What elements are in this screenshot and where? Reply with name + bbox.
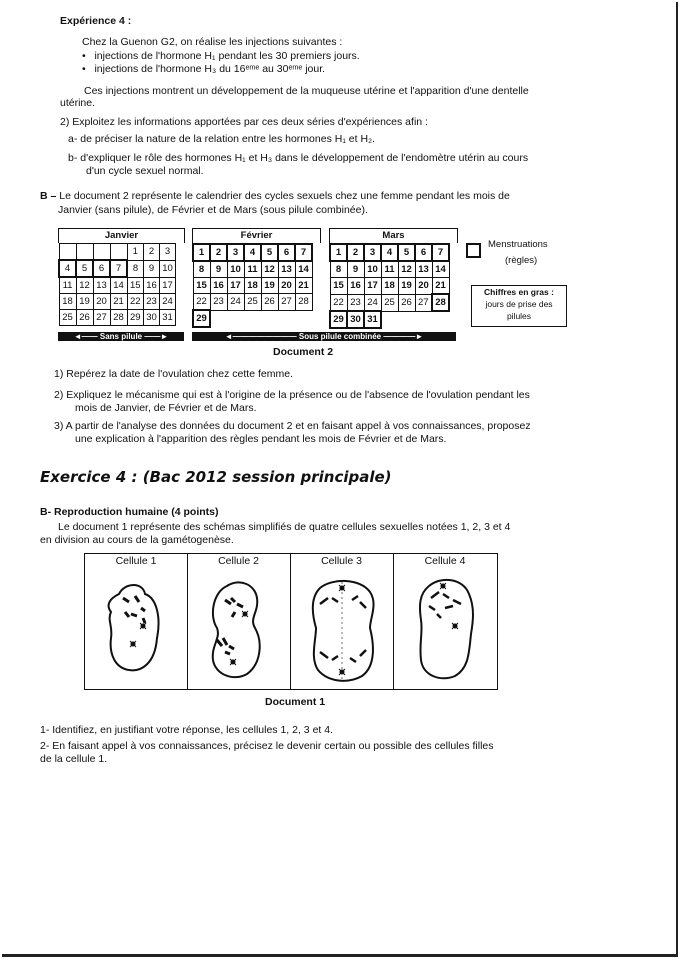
calendar-day: 17: [227, 278, 244, 294]
calendar-day: 3: [364, 244, 381, 261]
calendar-day: 16: [144, 277, 160, 294]
calendar-day: 30: [144, 310, 160, 326]
cell-2: [187, 554, 291, 689]
calendar-day: 6: [415, 244, 432, 261]
calendar-day: 8: [330, 261, 347, 278]
calendar-day: 28: [110, 310, 127, 326]
calendar-fevrier: [192, 243, 313, 328]
calendar-day: 26: [261, 294, 278, 311]
calendar-day: 13: [415, 261, 432, 278]
calendar-day: 19: [76, 294, 93, 310]
cell-3-label: Cellule 3: [321, 555, 362, 567]
calendar-janvier-week: [59, 244, 176, 261]
calendar-day: 19: [398, 278, 415, 295]
cell-4: [393, 554, 497, 689]
calendar-day: 19: [261, 278, 278, 294]
calendar-day: 13: [93, 277, 110, 294]
calendar-day: 12: [76, 277, 93, 294]
legend-bold-line1: Chiffres en gras :: [484, 287, 554, 297]
calendar-day: 7: [110, 260, 127, 277]
exercise4-intro-line1: Le document 1 représente des schémas simplifiés de quatre cellules sexuelles notées 1, 2, 3 et 4: [58, 521, 511, 533]
calendar-day: 15: [127, 277, 144, 294]
calendar-day: 5: [261, 244, 278, 261]
questionB-2-line1: 2) Expliquez le mécanisme qui est à l'origine de la présence ou de l'absence de l'ovulation pendant les: [54, 389, 530, 401]
bar-sous-pilule: ◄———————— Sous pilule combinée ————►: [192, 332, 456, 341]
exp4-result-line2: utérine.: [60, 97, 96, 109]
calendar-day: 5: [76, 260, 93, 277]
calendar-day: 9: [210, 261, 227, 278]
questionB-3-line2: une explication à l'apparition des règles pendant les mois de Février et de Mars.: [75, 433, 447, 445]
calendar-day: 6: [93, 260, 110, 277]
calendar-janvier-week: [59, 260, 176, 277]
calendar-day: 10: [227, 261, 244, 278]
cell-1-drawing: [85, 568, 187, 688]
calendar-day: 18: [381, 278, 398, 295]
calendar-mars: [329, 243, 450, 329]
exercise4-subtitle: B- Reproduction humaine (4 points): [40, 506, 219, 518]
calendar-day: 13: [278, 261, 295, 278]
calendar-day: 1: [193, 244, 210, 261]
calendar-day: 14: [110, 277, 127, 294]
calendar-day: 28: [432, 294, 449, 311]
cell-3: [290, 554, 394, 689]
calendar-janvier-week: [59, 294, 176, 310]
legend-menstruations: Menstruations: [488, 239, 548, 250]
calendar-day: 15: [193, 278, 210, 294]
cell-1-label: Cellule 1: [115, 555, 157, 567]
calendar-day: [295, 310, 312, 327]
calendar-day: 20: [278, 278, 295, 294]
calendar-day: 30: [347, 311, 364, 328]
calendar-day: 1: [330, 244, 347, 261]
menstruation-legend-box: [466, 243, 481, 258]
calendar-day: 4: [381, 244, 398, 261]
calendar-day: 27: [93, 310, 110, 326]
exercise4-title: Exercice 4 : (Bac 2012 session principale): [40, 468, 392, 486]
calendar-day: [110, 244, 127, 261]
calendar-day: 11: [59, 277, 76, 294]
month-title-mars: Mars: [329, 228, 458, 243]
calendar-day: 29: [127, 310, 144, 326]
q2-b-line1: b- d'expliquer le rôle des hormones H₁ et H₃ dans le développement de l'endomètre utérin au cours: [68, 152, 529, 164]
calendar-day: 29: [330, 311, 347, 328]
calendar-day: 21: [110, 294, 127, 310]
calendar-day: 3: [227, 244, 244, 261]
calendar-day: 2: [144, 244, 160, 261]
calendar-day: [278, 310, 295, 327]
calendar-day: 18: [59, 294, 76, 310]
calendar-day: 25: [381, 294, 398, 311]
calendar-day: 25: [59, 310, 76, 326]
calendar-day: [210, 310, 227, 327]
calendar-day: 28: [295, 294, 312, 311]
calendar-day: 24: [364, 294, 381, 311]
bar-sans-pilule: ◄—— Sans pilule ——►: [58, 332, 184, 341]
calendar-day: 14: [432, 261, 449, 278]
exp4-result-line1: Ces injections montrent un développement de la muqueuse utérine et l'apparition d'une dentelle: [84, 85, 529, 97]
calendar-day: 2: [210, 244, 227, 261]
calendar-janvier: [58, 243, 176, 326]
exercise4-question-1: 1- Identifiez, en justifiant votre réponse, les cellules 1, 2, 3 et 4.: [40, 724, 333, 736]
calendar-day: 4: [244, 244, 261, 261]
calendar-day: 29: [193, 310, 210, 327]
calendar-day: 25: [244, 294, 261, 311]
legend-bold-line2: jours de prise des: [485, 299, 553, 309]
exp4-bullet2: • injections de l'hormone H₃ du 16ᵉᵐᵉ au 30ᵉᵐᵉ jour.: [82, 63, 326, 75]
calendar-day: 31: [364, 311, 381, 328]
exercise4-question-2-line1: 2- En faisant appel à vos connaissances, précisez le devenir certain ou possible des cellules filles: [40, 740, 494, 752]
calendar-day: 27: [415, 294, 432, 311]
legend-regles: (règles): [505, 255, 538, 266]
calendar-day: [261, 310, 278, 327]
calendar-day: 4: [59, 260, 76, 277]
calendar-day: 2: [347, 244, 364, 261]
calendar-fevrier-week: [193, 261, 312, 278]
calendar-day: 12: [261, 261, 278, 278]
exp4-intro: Chez la Guenon G2, on réalise les injections suivantes :: [82, 36, 343, 48]
calendar-janvier-week: [59, 310, 176, 326]
calendar-mars-week: [330, 261, 449, 278]
calendar-mars-week: [330, 294, 449, 311]
calendar-day: 22: [330, 294, 347, 311]
calendar-day: 7: [295, 244, 312, 261]
calendar-day: 1: [127, 244, 144, 261]
exp4-bullet1: • injections de l'hormone H₁ pendant les 30 premiers jours.: [82, 50, 360, 62]
cell-4-label: Cellule 4: [424, 555, 466, 567]
calendar-day: 11: [244, 261, 261, 278]
calendar-day: [76, 244, 93, 261]
calendar-day: 27: [278, 294, 295, 311]
calendar-day: 12: [398, 261, 415, 278]
q2-b-line2: d'un cycle sexuel normal.: [86, 165, 204, 177]
calendar-day: 3: [160, 244, 176, 261]
calendar-day: 11: [381, 261, 398, 278]
calendar-day: [398, 311, 415, 328]
month-title-fevrier: Février: [192, 228, 321, 243]
questionB-1: 1) Repérez la date de l'ovulation chez cette femme.: [54, 368, 293, 380]
calendar-day: 17: [364, 278, 381, 295]
calendar-day: 9: [347, 261, 364, 278]
q2-a: a- de préciser la nature de la relation entre les hormones H₁ et H₂.: [68, 133, 376, 145]
calendar-mars-week: [330, 278, 449, 295]
calendar-day: [227, 310, 244, 327]
legend-bold-line3: pilules: [506, 311, 532, 321]
calendar-day: 20: [93, 294, 110, 310]
calendar-day: 20: [415, 278, 432, 295]
calendar-day: 17: [160, 277, 176, 294]
cell-2-label: Cellule 2: [218, 555, 259, 567]
exp4-title: Expérience 4 :: [60, 15, 132, 27]
cell-3-drawing: [290, 568, 393, 688]
calendar-day: [244, 310, 261, 327]
calendar-day: [381, 311, 398, 328]
calendar-day: 24: [227, 294, 244, 311]
calendar-fevrier-week: [193, 278, 312, 294]
calendar-day: [59, 244, 76, 261]
calendar-day: 24: [160, 294, 176, 310]
document1-cells: [84, 553, 498, 690]
calendar-day: 23: [210, 294, 227, 311]
exercise4-question-2-line2: de la cellule 1.: [40, 753, 108, 765]
month-title-janvier: Janvier: [58, 228, 185, 243]
partB-line2: Janvier (sans pilule), de Février et de Mars (sous pilule combinée).: [58, 204, 368, 216]
calendar-day: 22: [127, 294, 144, 310]
calendar-day: 5: [398, 244, 415, 261]
calendar-day: 21: [295, 278, 312, 294]
calendar-mars-week: [330, 244, 449, 261]
calendar-day: [93, 244, 110, 261]
calendar-mars-week: [330, 311, 449, 328]
calendar-fevrier-week: [193, 244, 312, 261]
document2-caption: Document 2: [273, 346, 334, 358]
calendar-day: 31: [160, 310, 176, 326]
calendar-day: 10: [364, 261, 381, 278]
calendar-day: 22: [193, 294, 210, 311]
calendar-day: 21: [432, 278, 449, 295]
calendar-day: 14: [295, 261, 312, 278]
cell-1: [85, 554, 188, 689]
calendar-day: 15: [330, 278, 347, 295]
calendar-day: 6: [278, 244, 295, 261]
questionB-3-line1: 3) A partir de l'analyse des données du document 2 et en faisant appel à vos connaissances, proposez: [54, 420, 531, 432]
legend-bold-box: [471, 285, 567, 327]
q2-main: 2) Exploitez les informations apportées par ces deux séries d'expériences afin :: [60, 116, 428, 128]
partB-line1: B – Le document 2 représente le calendrier des cycles sexuels chez une femme pendant les mois de: [40, 190, 510, 202]
calendar-fevrier-week: [193, 310, 312, 327]
calendar-day: 26: [76, 310, 93, 326]
calendar-day: 8: [193, 261, 210, 278]
calendar-day: 23: [347, 294, 364, 311]
exercise4-intro-line2: en division au cours de la gamétogenèse.: [40, 534, 234, 546]
calendar-fevrier-week: [193, 294, 312, 311]
cell-2-drawing: [187, 568, 290, 688]
calendar-day: 18: [244, 278, 261, 294]
calendar-day: [432, 311, 449, 328]
questionB-2-line2: mois de Janvier, de Février et de Mars.: [75, 402, 257, 414]
calendar-day: 16: [210, 278, 227, 294]
calendar-day: 7: [432, 244, 449, 261]
calendar-day: 23: [144, 294, 160, 310]
calendar-day: 9: [144, 260, 160, 277]
calendar-day: 26: [398, 294, 415, 311]
document1-caption: Document 1: [265, 696, 326, 708]
calendar-day: 8: [127, 260, 144, 277]
calendar-day: [415, 311, 432, 328]
calendar-day: 10: [160, 260, 176, 277]
calendar-day: 16: [347, 278, 364, 295]
cell-4-drawing: [393, 568, 497, 688]
calendar-janvier-week: [59, 277, 176, 294]
